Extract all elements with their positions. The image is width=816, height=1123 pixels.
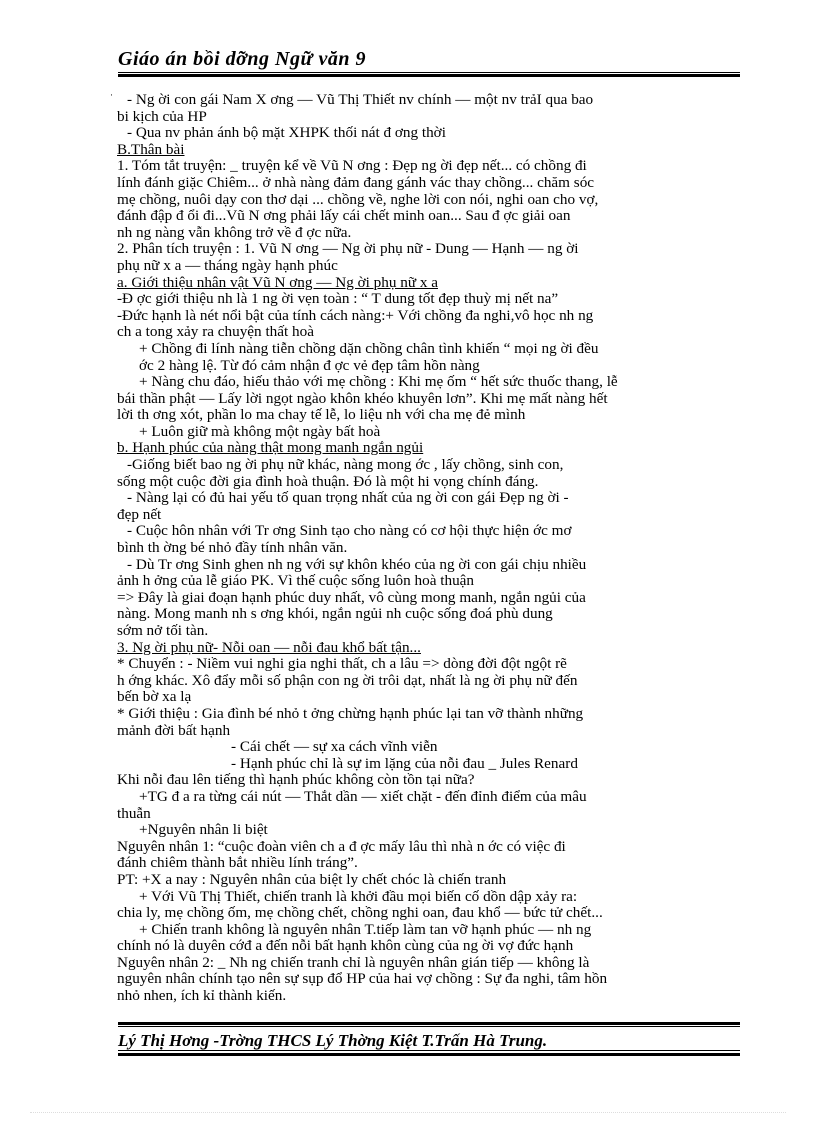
text-line: => Đây là giai đoạn hạnh phúc duy nhất, vô cùng mong manh, ngắn ngủi của xyxy=(117,588,586,606)
footer-rule-thick xyxy=(118,1022,740,1025)
text-line: - Hạnh phúc chỉ là sự im lặng của nỗi đau _ Jules Renard xyxy=(231,754,578,772)
text-line: -Đ ợc giới thiệu nh là 1 ng ời vẹn toàn : “ T dung tốt đẹp thuỳ mị nết na” xyxy=(117,290,559,308)
header-rule-thin xyxy=(118,72,740,73)
text-line: + Chồng đi lính nàng tiễn chồng dặn chồng chân tình khiến “ mọi ng ời đều xyxy=(139,339,599,357)
header-title: Giáo án bồi dỡng Ngữ văn 9 xyxy=(118,48,366,70)
text-line: nhỏ nhen, ích kỉ thành kiến. xyxy=(117,987,287,1005)
footer-text: Lý Thị Hơng -Trờng THCS Lý Thờng Kiệt T.Trấn Hà Trung. xyxy=(118,1031,548,1050)
text-line: + Chiến tranh không là nguyên nhân T.tiếp làm tan vỡ hạnh phúc — nh ng xyxy=(139,920,592,938)
text-line: nguyên nhân chính tạo nên sự sụp đổ HP của hai vợ chồng : Sự đa nghi, tâm hồn xyxy=(117,970,608,988)
text-line: * Giới thiệu : Gia đình bé nhỏ t ởng chừng hạnh phúc lại tan vỡ thành những xyxy=(117,704,584,722)
text-line: Nguyên nhân 1: “cuộc đoàn viên ch a đ ợc mấy lâu thì nhà n ớc có việc đi xyxy=(117,837,566,855)
corner-mark: · xyxy=(110,90,113,100)
text-line: -Giống biết bao ng ời phụ nữ khác, nàng mong ớc , lấy chồng, sinh con, xyxy=(127,456,564,474)
document-body xyxy=(117,92,741,1005)
text-line: sớm nở tối tàn. xyxy=(117,622,209,639)
text-line: chính nó là duyên cớđ a đến nỗi bất hạnh khôn cùng của ng ời vợ đức hạnh xyxy=(117,937,574,955)
text-line: Nguyên nhân 2: _ Nh ng chiến tranh chỉ là nguyên nhân gián tiếp — không là xyxy=(117,953,590,971)
text-line: B.Thân bài xyxy=(117,140,185,158)
text-line: - Cuộc hôn nhân với Tr ơng Sinh tạo cho nàng có cơ hội thực hiện ớc mơ xyxy=(127,522,572,540)
text-line: Khi nỗi đau lên tiếng thì hạnh phúc không còn tồn tại nữa? xyxy=(117,771,475,789)
text-line: +Nguyên nhân li biệt xyxy=(139,821,268,839)
text-line: bái thần phật — Lấy lời ngọt ngào khôn khéo khuyên lơn”. Khi mẹ mất nàng hết xyxy=(117,389,608,407)
text-line: lính đánh giặc Chiêm... ở nhà nàng đảm đang gánh vác thay chồng... chăm sóc xyxy=(117,173,595,191)
text-line: đánh đập đ ổi đi...Vũ N ơng phải lấy cái chết minh oan... Sau đ ợc giải oan xyxy=(117,207,571,225)
text-line: mẹ chồng, nuôi dạy con thơ dại ... chồng về, nghe lời con nói, nghi oan cho vợ, xyxy=(117,190,599,208)
text-line: 1. Tóm tắt truyện: _ truyện kể về Vũ N ơng : Đẹp ng ời đẹp nết... có chồng đi xyxy=(117,157,587,175)
text-line: đánh chiêm thành bắt nhiều lính tráng”. xyxy=(117,854,358,872)
text-line: + Luôn giữ mà không một ngày bất hoà xyxy=(139,422,381,440)
text-line: ớc 2 hàng lệ. Từ đó cảm nhận đ ợc vẻ đẹp tâm hồn nàng xyxy=(139,356,480,374)
text-line: - Ng ời con gái Nam X ơng — Vũ Thị Thiết nv chính — một nv trảI qua bao xyxy=(127,91,594,108)
footer-underline-thick xyxy=(118,1053,740,1056)
text-line: bi kịch của HP xyxy=(117,107,207,125)
text-line: a. Giới thiệu nhân vật Vũ N ơng — Ng ời phụ nữ x a xyxy=(117,273,438,291)
text-line: nàng. Mong manh nh s ơng khói, ngắn ngủi nh cuộc sống đoá phù dung xyxy=(117,605,553,623)
text-line: - Qua nv phản ánh bộ mặt XHPK thối nát đ ơng thời xyxy=(127,124,446,142)
text-line: h ớng khác. Xô đẩy mỗi số phận con ng ời trôi dạt, nhất là ng ời phụ nữ đến xyxy=(117,671,578,689)
footer-rule-thin xyxy=(118,1026,740,1027)
text-line: +TG đ a ra từng cái nút — Thắt dần — xiết chặt - đến đỉnh điểm của mâu xyxy=(139,787,587,805)
text-line: đẹp nết xyxy=(117,505,162,523)
footer-underline xyxy=(118,1050,740,1051)
text-line: PT: +X a nay : Nguyên nhân của biệt ly chết chóc là chiến tranh xyxy=(117,870,507,888)
text-line: - Cái chết — sự xa cách vĩnh viễn xyxy=(231,738,438,756)
text-line: -Đức hạnh là nét nổi bật của tính cách nàng:+ Với chồng đa nghi,vô học nh ng xyxy=(117,306,594,324)
text-line: b. Hạnh phúc của nàng thật mong manh ngắn ngủi xyxy=(117,439,424,457)
text-line: - Nàng lại có đủ hai yếu tố quan trọng nhất của ng ời con gái Đẹp ng ời - xyxy=(127,489,569,507)
text-line: - Dù Tr ơng Sinh ghen nh ng với sự khôn khéo của ng ời con gái chịu nhiều xyxy=(127,555,587,573)
text-line: ch a tong xảy ra chuyện thất hoà xyxy=(117,323,314,341)
page-bottom-border xyxy=(30,1112,786,1113)
text-line: chia ly, mẹ chồng ốm, mẹ chồng chết, chồng nghi oan, đau khổ — bức tử chết... xyxy=(117,904,603,922)
text-line: 2. Phân tích truyện : 1. Vũ N ơng — Ng ời phụ nữ - Dung — Hạnh — ng ời xyxy=(117,240,579,258)
text-line: ảnh h ởng của lễ giáo PK. Vì thế cuộc sống luôn hoà thuận xyxy=(117,572,474,590)
text-line: 3. Ng ời phụ nữ- Nỗi oan — nỗi đau khổ bất tận... xyxy=(117,638,421,656)
text-line: sống một cuộc đời gia đình hoà thuận. Đó là một hi vọng chính đáng. xyxy=(117,472,539,490)
text-line: thuẫn xyxy=(117,804,151,822)
text-line: mảnh đời bất hạnh xyxy=(117,721,231,739)
text-line: nh ng nàng vẫn không trở về đ ợc nữa. xyxy=(117,223,352,241)
text-line: * Chuyển : - Niềm vui nghi gia nghi thất, ch a lâu => dòng đời đột ngột rẽ xyxy=(117,655,567,673)
text-line: phụ nữ x a — tháng ngày hạnh phúc xyxy=(117,256,338,274)
text-line: lời th ơng xót, phần lo ma chay tế lễ, lo liệu nh với cha mẹ đẻ mình xyxy=(117,406,526,424)
text-line: + Nàng chu đáo, hiếu thảo với mẹ chồng : Khi mẹ ốm “ hết sức thuốc thang, lễ xyxy=(139,373,618,391)
page-header xyxy=(118,48,740,72)
text-line: bến bờ xa lạ xyxy=(117,688,192,706)
text-line: + Với Vũ Thị Thiết, chiến tranh là khởi đầu mọi biến cố dồn dập xảy ra: xyxy=(139,887,578,905)
text-line: bình th ờng bé nhỏ đầy tính nhân văn. xyxy=(117,539,348,557)
header-rule-thick xyxy=(118,74,740,77)
